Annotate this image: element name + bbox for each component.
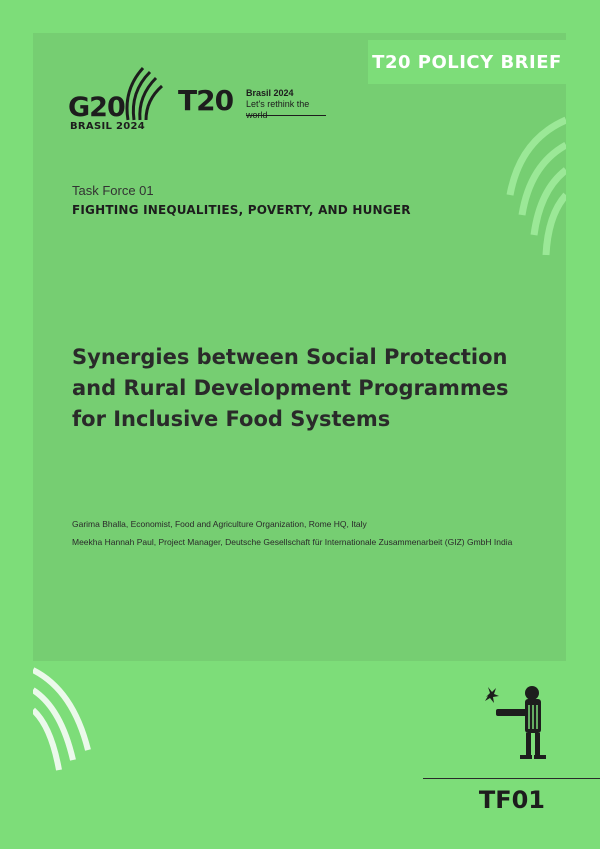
g20-subtitle: BRASIL 2024 [70,121,145,132]
t20-brasil: Brasil 2024 [246,88,294,98]
decorative-arcs-right [490,100,566,320]
title-line: for Inclusive Food Systems [72,407,391,431]
tf-divider [423,778,600,779]
t20-info [246,88,328,121]
task-force-title: FIGHTING INEQUALITIES, POVERTY, AND HUNGER [72,203,411,217]
t20-divider [246,115,326,116]
title-line: and Rural Development Programmes [72,376,509,400]
g20-logo [68,60,168,134]
brief-title [72,342,542,435]
g20-mark: G20 [68,92,125,123]
task-force-label: Task Force 01 [72,183,154,198]
figure-pointing-icon [482,683,562,765]
author-1: Garima Bhalla, Economist, Food and Agriculture Organization, Rome HQ, Italy [72,519,367,529]
decorative-arcs-left [33,660,93,780]
author-2: Meekha Hannah Paul, Project Manager, Deutsche Gesellschaft für Internationale Zusammenarbeit (GIZ) GmbH India [72,537,513,547]
title-line: Synergies between Social Protection [72,345,508,369]
t20-mark: T20 [178,84,234,117]
task-force-code: TF01 [478,786,545,814]
policy-brief-badge: T20 POLICY BRIEF [368,40,566,84]
t20-tagline: Let's rethink the world [246,99,310,120]
